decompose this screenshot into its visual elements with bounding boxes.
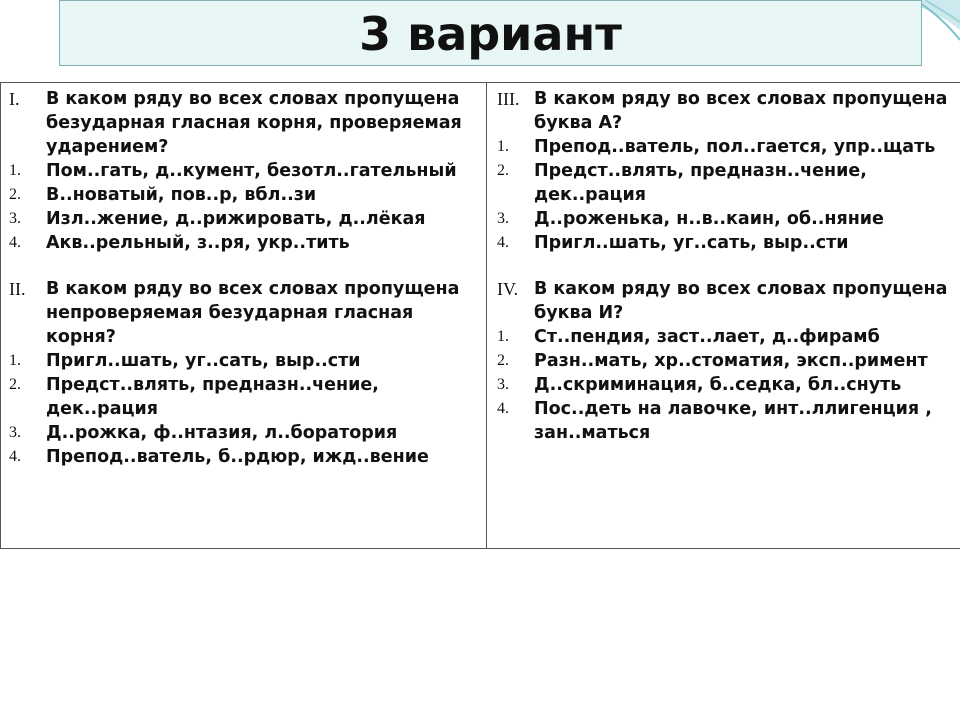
- option-text: Пригл..шать, уг..сать, выр..сти: [46, 351, 361, 371]
- option: [497, 373, 960, 397]
- question-block: [497, 277, 960, 445]
- option-number: 2.: [9, 186, 21, 203]
- option-text: Д..рожка, ф..нтазия, л..боратория: [46, 423, 398, 443]
- option-text: Д..роженька, н..в..каин, об..няние: [534, 209, 884, 229]
- option-number: 1.: [9, 352, 21, 369]
- option-number: 1.: [497, 138, 509, 155]
- option: [497, 207, 960, 231]
- question-number: I.: [9, 89, 20, 109]
- option-text: Ст..пендия, заст..лает, д..фирамб: [534, 327, 880, 347]
- option-text: В..новатый, пов..р, вбл..зи: [46, 185, 317, 205]
- right-column: [487, 83, 960, 548]
- option: [9, 207, 478, 231]
- spacer: [9, 255, 478, 277]
- option-text: Препод..ватель, б..рдюр, ижд..вение: [46, 447, 429, 467]
- option-text: Д..скриминация, б..седка, бл..снуть: [534, 375, 902, 395]
- question-number: II.: [9, 279, 26, 299]
- option-number: 2.: [9, 376, 21, 393]
- option-number: 3.: [497, 376, 509, 393]
- option-text: Пригл..шать, уг..сать, выр..сти: [534, 233, 849, 253]
- option: [9, 445, 478, 469]
- option-number: 4.: [497, 400, 509, 417]
- option-text: Разн..мать, хр..стоматия, эксп..римент: [534, 351, 928, 371]
- question: [9, 277, 478, 349]
- question-block: [497, 87, 960, 255]
- question-block: [9, 87, 478, 255]
- question-number: IV.: [497, 279, 519, 299]
- left-column: [1, 83, 487, 548]
- option: [9, 159, 478, 183]
- option: [9, 349, 478, 373]
- option: [497, 135, 960, 159]
- option: [497, 231, 960, 255]
- question-number: III.: [497, 89, 520, 109]
- option-number: 4.: [9, 448, 21, 465]
- title-box: [59, 0, 922, 66]
- question: [497, 277, 960, 325]
- option-number: 1.: [9, 162, 21, 179]
- page-title: 3 вариант: [359, 7, 622, 61]
- option: [497, 159, 960, 207]
- question-text: В каком ряду во всех словах пропущена буква И?: [534, 279, 948, 323]
- question: [9, 87, 478, 159]
- option-number: 2.: [497, 162, 509, 179]
- questions-table: [0, 82, 960, 549]
- option-text: Предст..влять, предназн..чение, дек..рация: [534, 161, 867, 205]
- option-number: 2.: [497, 352, 509, 369]
- option-number: 3.: [9, 424, 21, 441]
- option-text: Препод..ватель, пол..гается, упр..щать: [534, 137, 936, 157]
- option: [497, 397, 960, 445]
- option: [9, 183, 478, 207]
- question-text: В каком ряду во всех словах пропущена непроверяемая безударная гласная корня?: [46, 279, 460, 347]
- question: [497, 87, 960, 135]
- option-number: 3.: [9, 210, 21, 227]
- option-text: Пом..гать, д..кумент, безотл..гательный: [46, 161, 457, 181]
- option-number: 1.: [497, 328, 509, 345]
- option-text: Предст..влять, предназн..чение, дек..рация: [46, 375, 379, 419]
- option-number: 4.: [9, 234, 21, 251]
- option-number: 3.: [497, 210, 509, 227]
- option: [9, 231, 478, 255]
- option: [497, 349, 960, 373]
- option-text: Пос..деть на лавочке, инт..ллигенция , зан..маться: [534, 399, 932, 443]
- option: [9, 421, 478, 445]
- option: [497, 325, 960, 349]
- option-number: 4.: [497, 234, 509, 251]
- question-text: В каком ряду во всех словах пропущена безударная гласная корня, проверяемая ударением?: [46, 89, 462, 157]
- question-text: В каком ряду во всех словах пропущена буква А?: [534, 89, 948, 133]
- question-block: [9, 277, 478, 469]
- option-text: Акв..рельный, з..ря, укр..тить: [46, 233, 350, 253]
- option-text: Изл..жение, д..рижировать, д..лёкая: [46, 209, 426, 229]
- spacer: [497, 255, 960, 277]
- option: [9, 373, 478, 421]
